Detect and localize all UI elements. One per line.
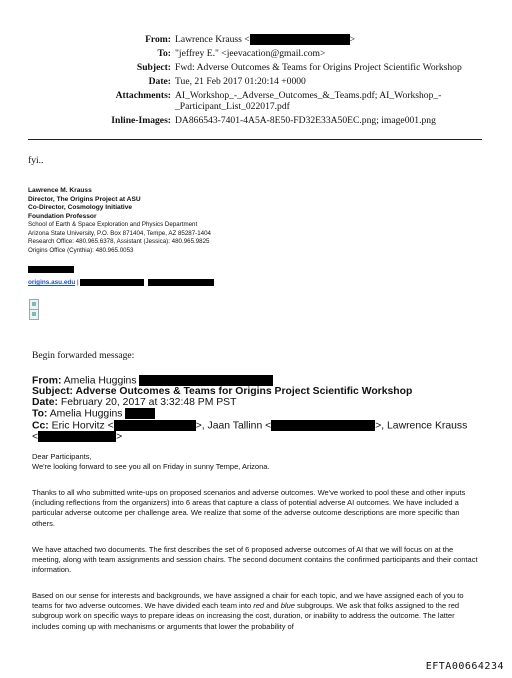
fw-cc-value5: > — [116, 431, 123, 443]
redaction-block — [114, 420, 196, 431]
fw-date-value: February 20, 2017 at 3:32:48 PM PST — [57, 397, 237, 408]
fw-subject-label: Subject: — [32, 386, 73, 397]
signature-line1: School of Earth & Space Exploration and Physics Department — [28, 221, 198, 228]
fw-to-label: To: — [32, 408, 48, 420]
fw-to-row — [32, 408, 155, 420]
paragraph-documents: We have attached two documents. The first describes the set of 6 proposed adverse outcomes of AI that we will focus on at the meeting, along with team assignments and session chairs. The second document contains the confirmed participants and their contact information. — [32, 545, 478, 575]
fw-cc-value2: >, Jaan Tallinn < — [195, 420, 272, 432]
header-subject-value: Fwd: Adverse Outcomes & Teams for Origins Project Scientific Workshop — [175, 62, 462, 73]
header-inline-label: Inline-Images: — [111, 115, 171, 126]
redaction-block — [80, 279, 144, 286]
signature-title1: Director, The Origins Project at ASU — [28, 195, 141, 203]
header-attachments-line2: _Participant_List_022017.pdf — [175, 101, 290, 112]
signature-line2: Arizona State University, P.O. Box 871404, Tempe, AZ 85287-1404 — [28, 229, 211, 237]
red-word: red — [253, 601, 265, 611]
fw-cc-value1: Eric Horvitz < — [48, 420, 114, 432]
header-divider — [28, 139, 482, 140]
greeting-line: Dear Participants, — [32, 452, 92, 461]
from-end: > — [349, 34, 356, 45]
header-to-value: "jeffrey E." <jeevacation@gmail.com> — [175, 48, 326, 59]
fw-from-value: Amelia Huggins — [61, 375, 140, 387]
fw-cc-value4: < — [32, 431, 39, 443]
header-attachments-label: Attachments: — [115, 90, 171, 101]
header-from-value — [175, 34, 355, 46]
header-attachments-line1: AI_Workshop_-_Adverse_Outcomes_&_Teams.pdf; AI_Workshop_- — [175, 90, 442, 101]
fw-to-value: Amelia Huggins — [47, 408, 126, 420]
fw-date-label: Date: — [32, 397, 58, 408]
header-from-label: From: — [145, 34, 171, 45]
document-id: EFTA00664234 — [425, 661, 504, 672]
signature-title2: Co-Director, Cosmology Initiative — [28, 204, 133, 211]
fw-cc-row2 — [32, 431, 122, 443]
fw-cc-value3: >, Lawrence Krauss — [375, 420, 468, 432]
teams-text-b: and — [264, 601, 281, 611]
signature-block — [28, 187, 211, 255]
paragraph-teams — [32, 591, 484, 632]
paragraph-greeting — [32, 452, 484, 472]
signature-title3: Foundation Professor — [28, 212, 97, 220]
origins-link[interactable]: origins.asu.edu — [28, 279, 76, 287]
blue-word: blue — [280, 601, 295, 611]
redaction-block — [139, 375, 273, 386]
signature-name: Lawrence M. Krauss — [28, 187, 92, 194]
teams-text-c: subgroups. We ask that folks assigned to the red subgroup work on specific ways to prepare ideas on increasing the cost, duration, or inability to address the outcome. The latter includes coming up with mechanisms or arguments that lower the probability of — [32, 601, 460, 631]
paragraph-thanks: Thanks to all who submitted write-ups on proposed scenarios and adverse outcomes. We've worked to pool these and other inputs (including reflections from the organizers) into 6 areas that capture a class of potential adverse AI outcomes. We have included a particular adverse outcome per challenge area. We realize that some of the adverse outcome descriptions are more specific than others. — [32, 488, 466, 528]
header-date-label: Date: — [148, 76, 171, 87]
broken-image-icon — [29, 309, 39, 320]
link-separator: | — [75, 279, 81, 287]
redaction-block — [28, 266, 74, 273]
signature-line3: Research Office: 480.965.6378, Assistant (Jessica): 480.965.9825 — [28, 238, 210, 245]
redaction-block — [38, 431, 116, 442]
teams-text-a: Based on our sense for interests and backgrounds, we have assigned a chair for each topic, and we have assigned each of you to teams for two adverse outcomes. We have divided each team into — [32, 591, 464, 611]
fw-from-label: From: — [32, 375, 62, 387]
header-subject-label: Subject: — [136, 62, 171, 73]
header-to-label: To: — [157, 48, 171, 59]
fw-subject-row — [32, 386, 412, 398]
signature-links — [28, 279, 214, 287]
header-inline-value: DA866543-7401-4A5A-8E50-FD32E33A50EC.png; image001.png — [175, 115, 436, 126]
fw-date-row — [32, 397, 236, 409]
forward-intro: Begin forwarded message: — [32, 350, 135, 361]
fyi-text: fyi.. — [28, 155, 44, 166]
greeting-line2: We're looking forward to see you all on Friday in sunny Tempe, Arizona. — [32, 462, 270, 472]
redaction-block — [125, 408, 155, 419]
redaction-block — [148, 279, 214, 286]
redaction-block — [250, 34, 350, 45]
fw-subject-value: Adverse Outcomes & Teams for Origins Project Scientific Workshop — [73, 386, 413, 397]
header-date-value: Tue, 21 Feb 2017 01:20:14 +0000 — [175, 76, 306, 87]
from-text: Lawrence Krauss < — [175, 34, 250, 45]
signature-line4: Origins Office (Cynthia): 480.965.0053 — [28, 246, 134, 254]
redaction-block — [271, 420, 375, 431]
fw-cc-label: Cc: — [32, 420, 49, 432]
